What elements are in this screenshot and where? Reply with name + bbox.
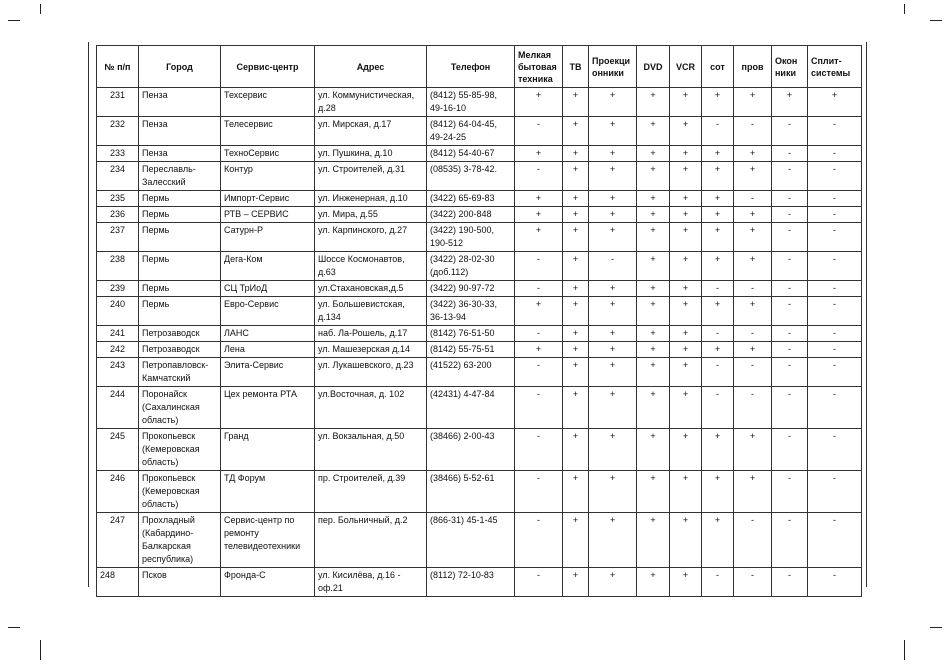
row-mark: - <box>808 429 862 471</box>
row-service-center: Сатурн-Р <box>221 223 315 252</box>
row-city: Пенза <box>139 88 221 117</box>
table-row <box>97 387 862 429</box>
row-mark: + <box>589 162 637 191</box>
row-city: Петропавловск-Камчатский <box>139 358 221 387</box>
row-mark: + <box>563 387 589 429</box>
row-number: 240 <box>97 297 139 326</box>
row-mark: + <box>670 471 702 513</box>
row-number: 239 <box>97 281 139 297</box>
row-mark: + <box>563 252 589 281</box>
row-mark: + <box>670 513 702 568</box>
row-mark: + <box>702 207 734 223</box>
table-row <box>97 162 862 191</box>
row-mark: - <box>772 207 808 223</box>
row-phone: (8112) 72-10-83 <box>427 568 515 597</box>
row-mark: - <box>515 568 563 597</box>
row-mark: + <box>702 297 734 326</box>
row-mark: + <box>637 88 670 117</box>
row-mark: + <box>670 281 702 297</box>
row-mark: + <box>515 223 563 252</box>
margin-rule-right <box>866 42 867 587</box>
row-mark: + <box>637 297 670 326</box>
row-mark: + <box>589 429 637 471</box>
row-service-center: Элита-Сервис <box>221 358 315 387</box>
row-mark: + <box>589 117 637 146</box>
crop-mark <box>8 20 20 21</box>
row-mark: + <box>702 191 734 207</box>
row-mark: + <box>702 162 734 191</box>
row-mark: - <box>772 281 808 297</box>
table-row <box>97 146 862 162</box>
row-mark: + <box>702 252 734 281</box>
header-tv: ТВ <box>563 46 589 88</box>
table-row <box>97 252 862 281</box>
row-service-center: Контур <box>221 162 315 191</box>
row-mark: - <box>808 387 862 429</box>
row-phone: (08535) 3-78-42. <box>427 162 515 191</box>
row-mark: + <box>563 117 589 146</box>
row-number: 241 <box>97 326 139 342</box>
table-row <box>97 342 862 358</box>
row-mark: - <box>808 162 862 191</box>
row-mark: + <box>702 429 734 471</box>
row-mark: + <box>637 471 670 513</box>
row-phone: (3422) 28-02-30 (доб.112) <box>427 252 515 281</box>
row-mark: + <box>563 191 589 207</box>
row-phone: (8412) 55-85-98, 49-16-10 <box>427 88 515 117</box>
table-row <box>97 191 862 207</box>
row-mark: + <box>589 568 637 597</box>
crop-mark <box>8 627 20 628</box>
row-phone: (8412) 54-40-67 <box>427 146 515 162</box>
row-mark: - <box>808 191 862 207</box>
row-mark: - <box>589 252 637 281</box>
row-mark: - <box>702 281 734 297</box>
table-row <box>97 223 862 252</box>
row-mark: - <box>808 252 862 281</box>
row-mark: - <box>702 117 734 146</box>
row-mark: + <box>515 146 563 162</box>
row-mark: - <box>772 252 808 281</box>
row-mark: + <box>734 88 772 117</box>
row-mark: - <box>808 117 862 146</box>
row-city: Пермь <box>139 297 221 326</box>
row-mark: - <box>772 146 808 162</box>
header-dvd: DVD <box>637 46 670 88</box>
crop-mark <box>930 627 942 628</box>
row-number: 232 <box>97 117 139 146</box>
row-address: ул. Лукашевского, д.23 <box>315 358 427 387</box>
row-mark: - <box>772 297 808 326</box>
row-service-center: Импорт-Сервис <box>221 191 315 207</box>
row-city: Пермь <box>139 252 221 281</box>
crop-mark <box>904 640 905 660</box>
row-mark: + <box>637 387 670 429</box>
row-mark: - <box>772 471 808 513</box>
row-mark: - <box>808 281 862 297</box>
row-mark: + <box>563 471 589 513</box>
row-number: 235 <box>97 191 139 207</box>
row-mark: + <box>670 387 702 429</box>
row-mark: + <box>563 297 589 326</box>
table-row <box>97 568 862 597</box>
table-row <box>97 117 862 146</box>
row-number: 231 <box>97 88 139 117</box>
row-city: Петрозаводск <box>139 326 221 342</box>
row-mark: - <box>772 191 808 207</box>
row-mark: - <box>734 281 772 297</box>
header-split-systems: Сплит-системы <box>808 46 862 88</box>
row-service-center: ТД Форум <box>221 471 315 513</box>
row-service-center: Евро-Сервис <box>221 297 315 326</box>
row-mark: + <box>563 88 589 117</box>
header-projectors: Проекци онники <box>589 46 637 88</box>
table-row <box>97 471 862 513</box>
row-mark: - <box>808 223 862 252</box>
header-phone: Телефон <box>427 46 515 88</box>
row-city: Прокопьевск (Кемеровская область) <box>139 429 221 471</box>
header-service: Сервис-центр <box>221 46 315 88</box>
row-mark: + <box>563 162 589 191</box>
row-number: 248 <box>97 568 139 597</box>
row-mark: - <box>808 326 862 342</box>
row-phone: (8142) 76-51-50 <box>427 326 515 342</box>
row-mark: - <box>808 568 862 597</box>
table-row <box>97 326 862 342</box>
row-mark: + <box>589 326 637 342</box>
row-address: ул. Мира, д.55 <box>315 207 427 223</box>
row-mark: + <box>515 207 563 223</box>
row-mark: + <box>734 252 772 281</box>
row-mark: + <box>637 207 670 223</box>
row-mark: - <box>772 117 808 146</box>
row-mark: + <box>772 88 808 117</box>
row-address: ул. Строителей, д.31 <box>315 162 427 191</box>
row-mark: - <box>808 207 862 223</box>
row-mark: + <box>563 513 589 568</box>
row-mark: + <box>670 326 702 342</box>
row-mark: + <box>637 429 670 471</box>
header-vcr: VCR <box>670 46 702 88</box>
row-mark: + <box>670 342 702 358</box>
row-phone: (42431) 4-47-84 <box>427 387 515 429</box>
row-address: ул. Карпинского, д.27 <box>315 223 427 252</box>
row-address: ул. Инженерная, д.10 <box>315 191 427 207</box>
row-mark: + <box>734 342 772 358</box>
row-address: наб. Ла-Рошель, д.17 <box>315 326 427 342</box>
row-city: Пермь <box>139 207 221 223</box>
row-mark: + <box>637 162 670 191</box>
row-service-center: Гранд <box>221 429 315 471</box>
row-mark: + <box>734 471 772 513</box>
row-mark: - <box>808 513 862 568</box>
row-mark: + <box>670 117 702 146</box>
row-mark: + <box>670 223 702 252</box>
row-service-center: ТехноСервис <box>221 146 315 162</box>
row-mark: - <box>515 326 563 342</box>
row-address: ул. Кисилёва, д.16 - оф.21 <box>315 568 427 597</box>
row-mark: + <box>734 146 772 162</box>
row-mark: + <box>515 342 563 358</box>
row-phone: (38466) 2-00-43 <box>427 429 515 471</box>
row-mark: + <box>515 191 563 207</box>
row-number: 233 <box>97 146 139 162</box>
row-mark: + <box>637 223 670 252</box>
row-mark: + <box>734 297 772 326</box>
row-mark: + <box>808 88 862 117</box>
crop-mark <box>40 4 41 14</box>
row-mark: + <box>637 326 670 342</box>
row-mark: + <box>734 162 772 191</box>
row-mark: + <box>515 88 563 117</box>
table-row <box>97 207 862 223</box>
row-phone: (3422) 190-500, 190-512 <box>427 223 515 252</box>
row-mark: - <box>515 162 563 191</box>
row-mark: + <box>589 342 637 358</box>
margin-rule-left <box>88 42 89 587</box>
table-row <box>97 88 862 117</box>
row-number: 242 <box>97 342 139 358</box>
row-phone: (3422) 65-69-83 <box>427 191 515 207</box>
row-service-center: Телесервис <box>221 117 315 146</box>
row-mark: - <box>515 429 563 471</box>
header-sot: сот <box>702 46 734 88</box>
row-service-center: СЦ ТрИоД <box>221 281 315 297</box>
row-mark: + <box>589 297 637 326</box>
row-mark: + <box>589 223 637 252</box>
row-mark: - <box>772 342 808 358</box>
row-mark: - <box>808 342 862 358</box>
row-mark: + <box>563 326 589 342</box>
row-number: 237 <box>97 223 139 252</box>
row-service-center: Цех ремонта РТА <box>221 387 315 429</box>
row-phone: (8412) 64-04-45, 49-24-25 <box>427 117 515 146</box>
row-mark: + <box>637 513 670 568</box>
row-mark: + <box>670 252 702 281</box>
crop-mark <box>904 4 905 14</box>
row-mark: + <box>670 429 702 471</box>
row-mark: + <box>563 281 589 297</box>
table-row <box>97 429 862 471</box>
row-mark: + <box>515 297 563 326</box>
row-service-center: Техсервис <box>221 88 315 117</box>
row-number: 247 <box>97 513 139 568</box>
row-mark: + <box>563 223 589 252</box>
row-mark: + <box>637 117 670 146</box>
row-service-center: Сервис-центр по ремонту телевидеотехники <box>221 513 315 568</box>
row-mark: - <box>515 281 563 297</box>
row-mark: + <box>637 252 670 281</box>
row-mark: + <box>563 146 589 162</box>
row-city: Пенза <box>139 146 221 162</box>
row-mark: + <box>637 146 670 162</box>
row-mark: - <box>734 358 772 387</box>
row-mark: - <box>772 429 808 471</box>
row-city: Прохладный (Кабардино-Балкарская республика) <box>139 513 221 568</box>
header-num: № п/п <box>97 46 139 88</box>
row-number: 244 <box>97 387 139 429</box>
row-mark: + <box>589 387 637 429</box>
row-city: Пенза <box>139 117 221 146</box>
row-mark: + <box>637 358 670 387</box>
row-mark: + <box>589 358 637 387</box>
row-city: Пермь <box>139 223 221 252</box>
row-mark: - <box>808 471 862 513</box>
row-address: Шоссе Космонавтов, д.63 <box>315 252 427 281</box>
row-mark: + <box>589 191 637 207</box>
row-mark: - <box>734 568 772 597</box>
row-mark: - <box>772 358 808 387</box>
row-mark: - <box>808 358 862 387</box>
row-mark: + <box>637 281 670 297</box>
row-phone: (3422) 200-848 <box>427 207 515 223</box>
row-mark: + <box>702 342 734 358</box>
row-phone: (38466) 5-52-61 <box>427 471 515 513</box>
row-mark: + <box>637 342 670 358</box>
row-mark: + <box>589 207 637 223</box>
row-mark: + <box>702 88 734 117</box>
table-row <box>97 297 862 326</box>
row-number: 245 <box>97 429 139 471</box>
row-mark: - <box>734 117 772 146</box>
table-header-row <box>97 46 862 88</box>
row-mark: + <box>734 207 772 223</box>
row-mark: - <box>734 191 772 207</box>
row-service-center: Лена <box>221 342 315 358</box>
row-city: Поронайск (Сахалинская область) <box>139 387 221 429</box>
table-row <box>97 358 862 387</box>
row-mark: - <box>734 326 772 342</box>
row-mark: + <box>670 162 702 191</box>
row-mark: + <box>670 207 702 223</box>
service-centers-table <box>96 45 862 597</box>
row-mark: - <box>515 252 563 281</box>
row-number: 246 <box>97 471 139 513</box>
row-mark: + <box>734 429 772 471</box>
row-mark: - <box>772 387 808 429</box>
row-mark: + <box>589 146 637 162</box>
row-mark: + <box>563 358 589 387</box>
row-mark: - <box>772 568 808 597</box>
row-mark: + <box>670 146 702 162</box>
header-address: Адрес <box>315 46 427 88</box>
row-mark: - <box>772 513 808 568</box>
row-mark: - <box>515 471 563 513</box>
row-service-center: Дега-Ком <box>221 252 315 281</box>
table-row <box>97 281 862 297</box>
crop-mark <box>40 640 41 660</box>
row-phone: (3422) 36-30-33, 36-13-94 <box>427 297 515 326</box>
crop-mark <box>930 20 942 21</box>
row-mark: + <box>563 568 589 597</box>
row-phone: (3422) 90-97-72 <box>427 281 515 297</box>
header-city: Город <box>139 46 221 88</box>
row-city: Пермь <box>139 281 221 297</box>
row-mark: - <box>515 117 563 146</box>
row-address: ул. Большевистская, д.134 <box>315 297 427 326</box>
row-mark: + <box>589 471 637 513</box>
row-number: 238 <box>97 252 139 281</box>
row-number: 234 <box>97 162 139 191</box>
row-city: Пермь <box>139 191 221 207</box>
row-address: ул. Машезерская д.14 <box>315 342 427 358</box>
row-mark: + <box>734 223 772 252</box>
row-mark: + <box>563 342 589 358</box>
row-mark: - <box>702 568 734 597</box>
row-mark: + <box>670 191 702 207</box>
row-mark: - <box>702 326 734 342</box>
table-body <box>97 88 862 597</box>
row-mark: + <box>702 223 734 252</box>
row-mark: + <box>637 191 670 207</box>
row-address: ул. Вокзальная, д.50 <box>315 429 427 471</box>
table-row <box>97 513 862 568</box>
row-address: пер. Больничный, д.2 <box>315 513 427 568</box>
row-mark: + <box>670 297 702 326</box>
row-mark: - <box>772 162 808 191</box>
row-mark: - <box>734 387 772 429</box>
row-mark: - <box>772 326 808 342</box>
row-mark: + <box>702 513 734 568</box>
row-address: ул.Восточная, д. 102 <box>315 387 427 429</box>
row-mark: - <box>772 223 808 252</box>
row-service-center: ЛАНС <box>221 326 315 342</box>
row-mark: - <box>808 146 862 162</box>
row-city: Петрозаводск <box>139 342 221 358</box>
row-phone: (41522) 63-200 <box>427 358 515 387</box>
row-phone: (8142) 55-75-51 <box>427 342 515 358</box>
row-mark: - <box>515 358 563 387</box>
row-mark: + <box>670 358 702 387</box>
row-mark: - <box>734 513 772 568</box>
row-mark: - <box>515 513 563 568</box>
row-mark: + <box>563 429 589 471</box>
row-phone: (866-31) 45-1-45 <box>427 513 515 568</box>
row-city: Переславль-Залесский <box>139 162 221 191</box>
row-address: ул. Пушкина, д.10 <box>315 146 427 162</box>
row-mark: + <box>670 88 702 117</box>
row-city: Псков <box>139 568 221 597</box>
header-prov: пров <box>734 46 772 88</box>
row-mark: - <box>808 297 862 326</box>
header-windows: Окон ники <box>772 46 808 88</box>
row-address: ул.Стахановская,д.5 <box>315 281 427 297</box>
row-mark: + <box>589 88 637 117</box>
row-number: 236 <box>97 207 139 223</box>
row-mark: + <box>670 568 702 597</box>
row-mark: + <box>589 513 637 568</box>
row-service-center: РТВ – СЕРВИС <box>221 207 315 223</box>
row-number: 243 <box>97 358 139 387</box>
row-city: Прокопьевск (Кемеровская область) <box>139 471 221 513</box>
row-mark: - <box>702 358 734 387</box>
row-service-center: Фронда-С <box>221 568 315 597</box>
header-small-appliances: Мелкая бытовая техника <box>515 46 563 88</box>
row-address: ул. Мирская, д.17 <box>315 117 427 146</box>
row-mark: + <box>563 207 589 223</box>
row-mark: - <box>515 387 563 429</box>
row-mark: + <box>637 568 670 597</box>
row-address: пр. Строителей, д.39 <box>315 471 427 513</box>
row-mark: + <box>702 146 734 162</box>
row-address: ул. Коммунистическая, д.28 <box>315 88 427 117</box>
row-mark: + <box>702 471 734 513</box>
row-mark: - <box>702 387 734 429</box>
row-mark: + <box>589 281 637 297</box>
